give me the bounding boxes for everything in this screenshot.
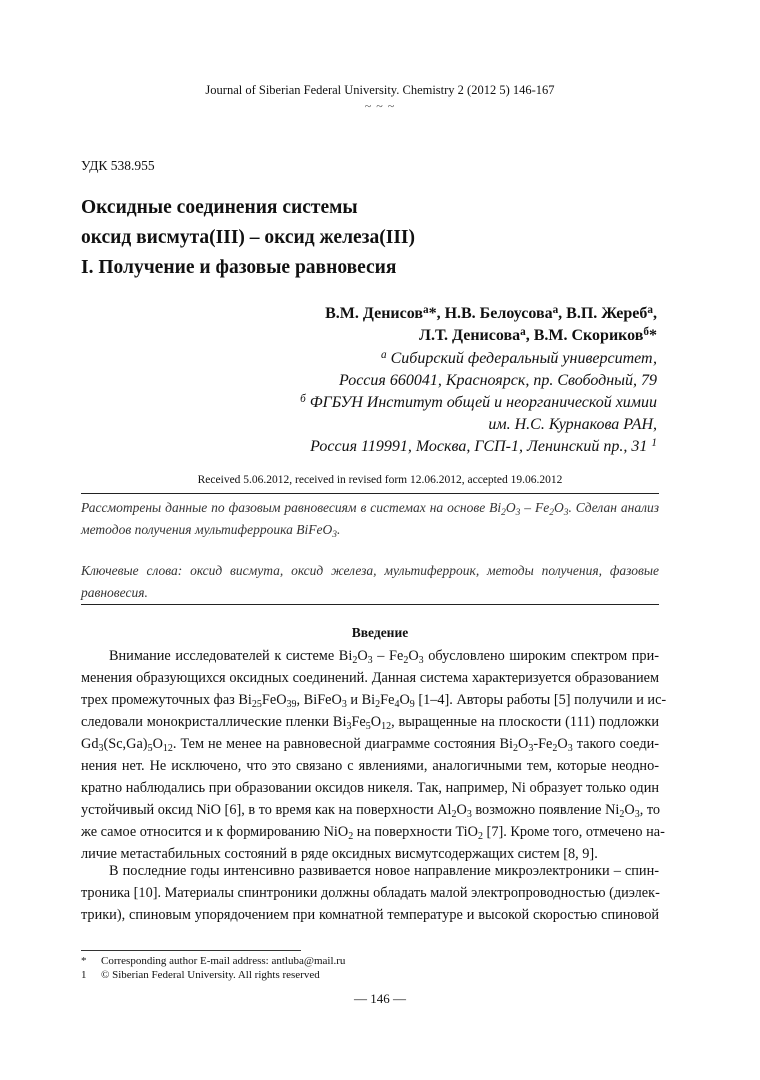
authors-line-1: В.М. Денисов$^а$*, Н.В. Белоусова$^а$, В.П. Жереб$^а$, bbox=[325, 304, 657, 322]
text-line: следовали монокристаллические пленки $Bi_3Fe_5O_{12}$, выращенные на плоскости (111) подложки bbox=[81, 714, 659, 732]
affiliation-line-4: им. Н.С. Курнакова РАН, bbox=[488, 416, 657, 433]
keywords-text: Ключевые слова: оксид висмута, оксид железа, мультиферроик, методы получения, фазовые равновесия. bbox=[81, 563, 659, 600]
affiliation-line-1: $^а$ Сибирский федеральный университет, bbox=[381, 349, 657, 367]
text-line: устойчивый оксид NiO [6], в то время как на поверхности $Al_2O_3$ возможно появление $Ni_2O_3$, то bbox=[81, 802, 661, 820]
text-line: трики), спиновым упорядочением при комнатной температуре и высокой скоростью спиновой bbox=[81, 907, 659, 923]
text-line: нения нет. Не исключено, что это связано с явлениями, аналогичными тем, которые неодно- bbox=[81, 758, 659, 774]
affiliation-line-2: Россия 660041, Красноярск, пр. Свободный, 79 bbox=[339, 372, 657, 389]
footnote-text: © Siberian Federal University. All rights reserved bbox=[101, 969, 320, 981]
page-number: ― 146 ― bbox=[354, 991, 406, 1006]
journal-header: Journal of Siberian Federal University. Chemistry 2 (2012 5) 146-167 bbox=[205, 83, 555, 97]
abstract-top-rule bbox=[81, 493, 659, 494]
footnote-1 bbox=[81, 954, 345, 968]
abstract-text: Рассмотрены данные по фазовым равновесиям в системах на основе $Bi_2O_3 - Fe_2O_3$. Сделан анализ методов получения мультиферроика BiFeO$_3$. bbox=[81, 500, 659, 540]
affiliation-line-3: $^б$ ФГБУН Институт общей и неорганической химии bbox=[300, 393, 657, 411]
received-dates: Received 5.06.2012, received in revised form 12.06.2012, accepted 19.06.2012 bbox=[197, 474, 563, 486]
text-line: трех промежуточных фаз $Bi_{25}FeO_{39}$, BiFeO$_3$ и $Bi_2Fe_4O_9$ [1–4]. Авторы работы [5] получили и ис- bbox=[81, 692, 667, 710]
text-line: Внимание исследователей к системе $Bi_2O_3 - Fe_2O_3$ обусловлено широким спектром при- bbox=[109, 648, 659, 666]
text-line: В последние годы интенсивно развивается новое направление микроэлектроники – спин- bbox=[109, 863, 659, 879]
section-heading: Введение bbox=[351, 625, 409, 640]
abstract-bottom-rule bbox=[81, 604, 659, 605]
text-line: $Gd_3(Sc,Ga)_5O_{12}$. Тем не менее на равновесной диаграмме состояния $Bi_2O_3-Fe_2O_3$ такого соеди- bbox=[81, 736, 660, 754]
text-line: троника [10]. Материалы спинтроники должны обладать малой электропроводностью (диэлек- bbox=[81, 885, 660, 901]
authors-line-2: Л.Т. Денисова$^а$, В.М. Скориков$^б$* bbox=[419, 326, 657, 344]
footnote-mark: 1 bbox=[81, 969, 87, 981]
text-line: личие метастабильных состояний в ряде оксидных висмутсодержащих систем [8, 9]. bbox=[81, 846, 598, 862]
footnote-mark: * bbox=[81, 955, 87, 967]
paragraph-2 bbox=[81, 860, 659, 926]
udk-code: УДК 538.955 bbox=[81, 158, 155, 173]
footnote-text: Corresponding author E-mail address: antluba@mail.ru bbox=[101, 955, 346, 967]
footnote-rule bbox=[81, 950, 301, 951]
title-line-1: Оксидные соединения системы bbox=[81, 197, 358, 218]
title-line-2: оксид висмута(III) – оксид железа(III) bbox=[81, 227, 416, 248]
footnote-2 bbox=[81, 968, 320, 982]
affiliation-line-5: Россия 119991, Москва, ГСП-1, Ленинский пр., 31 $^1$ bbox=[310, 437, 657, 455]
paragraph-1 bbox=[81, 645, 667, 865]
text-line: же самое относится и к формированию NiO$_2$ на поверхности TiO$_2$ [7]. Кроме того, отмечено на- bbox=[81, 824, 665, 842]
text-line: кратно наблюдались при образовании оксидов никеля. Так, например, Ni образует только один bbox=[81, 780, 659, 796]
header-separator: ~ ~ ~ bbox=[364, 99, 396, 113]
text-line: менения образующихся оксидных соединений. Данная система характеризуется образованием bbox=[81, 670, 659, 686]
title-line-3: I. Получение и фазовые равновесия bbox=[81, 257, 397, 278]
